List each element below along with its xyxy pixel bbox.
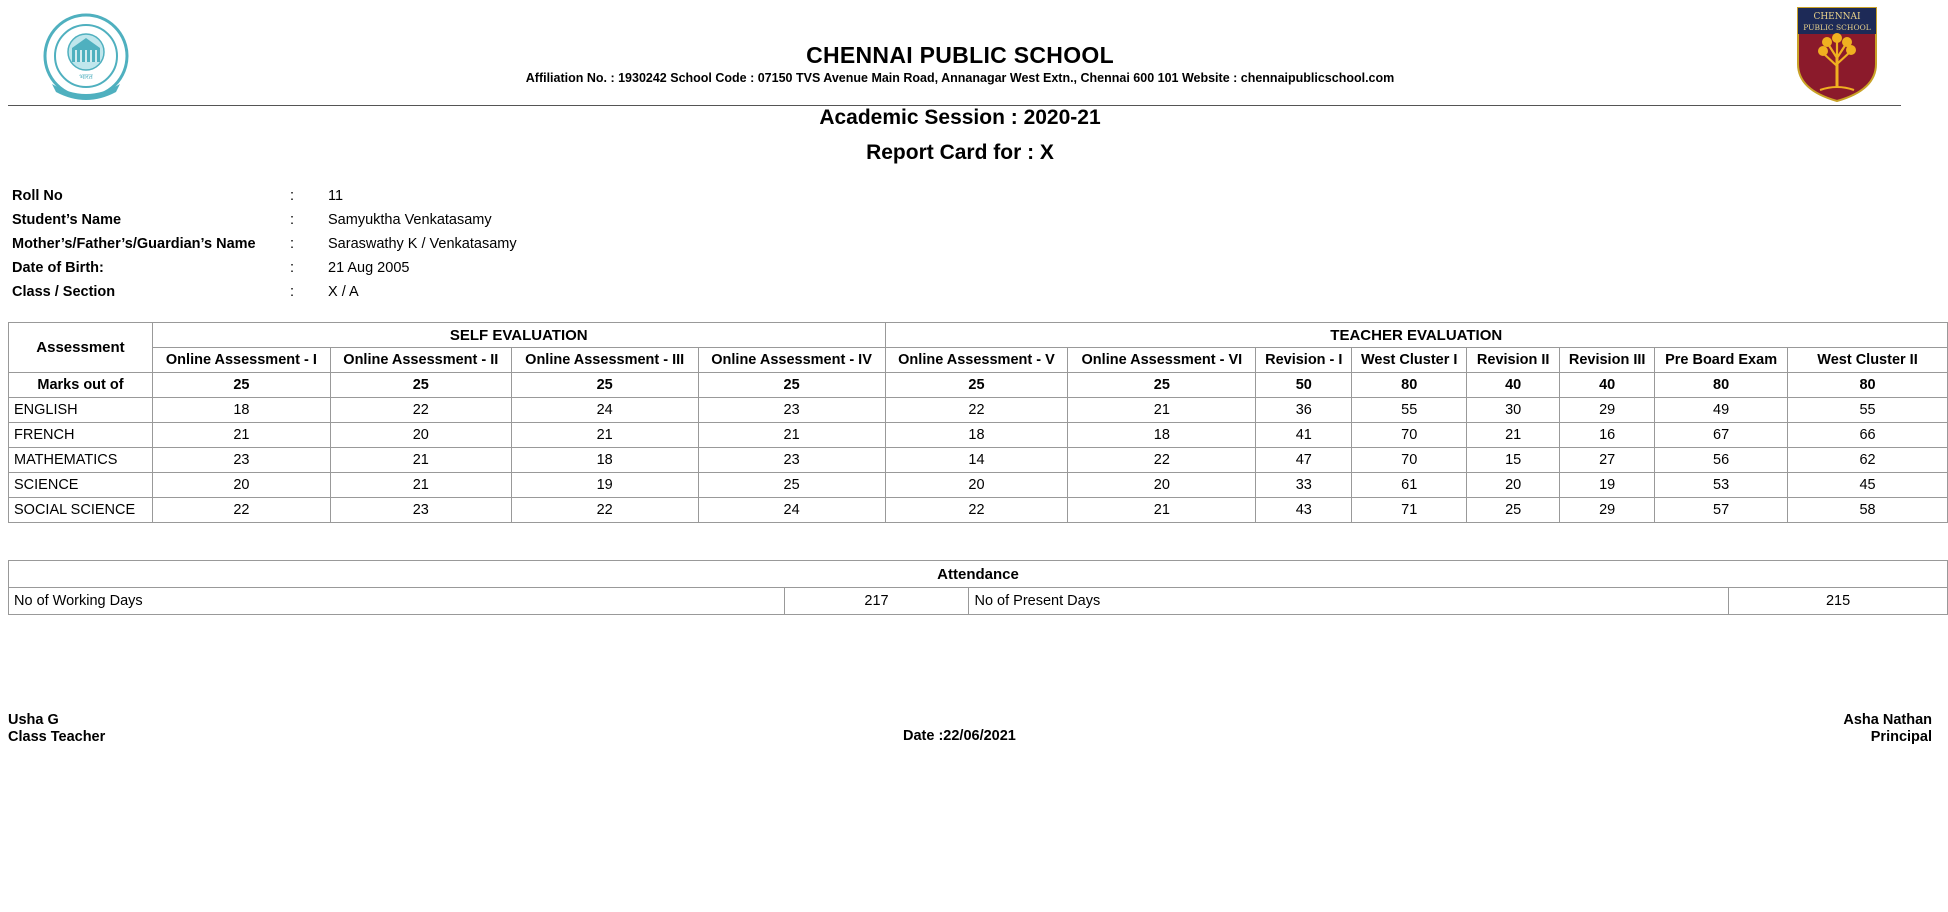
info-row-roll-no xyxy=(12,186,712,210)
subject-name: SOCIAL SCIENCE xyxy=(9,498,153,523)
report-card-title: Report Card for : X xyxy=(866,141,1054,164)
column-header: West Cluster I xyxy=(1352,348,1467,373)
mark-cell: 22 xyxy=(330,398,511,423)
info-colon: : xyxy=(290,236,295,252)
mark-cell: 58 xyxy=(1788,498,1948,523)
mark-cell: 23 xyxy=(330,498,511,523)
max-marks: 25 xyxy=(152,373,330,398)
mark-cell: 61 xyxy=(1352,473,1467,498)
info-row-guardian-name xyxy=(12,234,712,258)
column-header: Online Assessment - III xyxy=(511,348,698,373)
subject-name: ENGLISH xyxy=(9,398,153,423)
group-header-row xyxy=(9,323,1948,348)
column-header: Online Assessment - I xyxy=(152,348,330,373)
mark-cell: 16 xyxy=(1560,423,1655,448)
present-days-value: 215 xyxy=(1729,588,1948,615)
max-marks: 40 xyxy=(1560,373,1655,398)
info-label: Student’s Name xyxy=(12,212,122,228)
mark-cell: 20 xyxy=(1467,473,1560,498)
mark-cell: 56 xyxy=(1655,448,1788,473)
mark-cell: 18 xyxy=(885,423,1068,448)
max-marks: 25 xyxy=(511,373,698,398)
mark-cell: 19 xyxy=(1560,473,1655,498)
info-value: 21 Aug 2005 xyxy=(328,260,410,276)
subject-row-french xyxy=(9,423,1948,448)
max-marks: 50 xyxy=(1256,373,1352,398)
max-marks: 80 xyxy=(1352,373,1467,398)
info-row-class-section xyxy=(12,282,712,306)
mark-cell: 24 xyxy=(698,498,885,523)
self-evaluation-header: SELF EVALUATION xyxy=(152,323,885,348)
column-header: Online Assessment - VI xyxy=(1068,348,1256,373)
mark-cell: 55 xyxy=(1352,398,1467,423)
working-days-value: 217 xyxy=(784,588,969,615)
subject-row-social-science xyxy=(9,498,1948,523)
subject-name: FRENCH xyxy=(9,423,153,448)
svg-text:भारत: भारत xyxy=(79,73,93,81)
info-label: Date of Birth: xyxy=(12,260,104,276)
mark-cell: 20 xyxy=(330,423,511,448)
subject-name: SCIENCE xyxy=(9,473,153,498)
max-marks: 25 xyxy=(1068,373,1256,398)
mark-cell: 66 xyxy=(1788,423,1948,448)
mark-cell: 21 xyxy=(330,448,511,473)
info-colon: : xyxy=(290,260,295,276)
mark-cell: 22 xyxy=(885,398,1068,423)
mark-cell: 20 xyxy=(1068,473,1256,498)
mark-cell: 29 xyxy=(1560,398,1655,423)
column-header: Online Assessment - II xyxy=(330,348,511,373)
max-marks: 80 xyxy=(1788,373,1948,398)
class-teacher-signature xyxy=(8,712,105,746)
attendance-title: Attendance xyxy=(9,561,1948,588)
attendance-row xyxy=(9,588,1948,615)
mark-cell: 18 xyxy=(1068,423,1256,448)
mark-cell: 21 xyxy=(330,473,511,498)
mark-cell: 18 xyxy=(152,398,330,423)
info-colon: : xyxy=(290,188,295,204)
class-teacher-name: Usha G xyxy=(8,712,59,728)
academic-session: Academic Session : 2020-21 xyxy=(819,106,1101,129)
svg-text:PUBLIC SCHOOL: PUBLIC SCHOOL xyxy=(1803,23,1871,32)
max-marks: 25 xyxy=(698,373,885,398)
principal-title: Principal xyxy=(1870,729,1932,745)
mark-cell: 21 xyxy=(511,423,698,448)
mark-cell: 29 xyxy=(1560,498,1655,523)
attendance-table xyxy=(8,560,1948,615)
mark-cell: 41 xyxy=(1256,423,1352,448)
mark-cell: 24 xyxy=(511,398,698,423)
mark-cell: 18 xyxy=(511,448,698,473)
mark-cell: 70 xyxy=(1352,448,1467,473)
marks-out-of-label: Marks out of xyxy=(9,373,153,398)
mark-cell: 53 xyxy=(1655,473,1788,498)
mark-cell: 36 xyxy=(1256,398,1352,423)
marks-out-of-row xyxy=(9,373,1948,398)
class-teacher-title: Class Teacher xyxy=(8,729,106,745)
affiliation-line: Affiliation No. : 1930242 School Code : 07150 TVS Avenue Main Road, Annanagar West Extn., Chennai 600 101 Website : chennaipublicschool.com xyxy=(525,71,1395,85)
info-value: Saraswathy K / Venkatasamy xyxy=(328,236,517,252)
mark-cell: 67 xyxy=(1655,423,1788,448)
principal-name: Asha Nathan xyxy=(1843,712,1932,728)
present-days-label: No of Present Days xyxy=(969,588,1729,615)
mark-cell: 21 xyxy=(152,423,330,448)
column-header: Revision II xyxy=(1467,348,1560,373)
mark-cell: 25 xyxy=(1467,498,1560,523)
column-header: Revision - I xyxy=(1256,348,1352,373)
mark-cell: 14 xyxy=(885,448,1068,473)
subject-name: MATHEMATICS xyxy=(9,448,153,473)
report-header xyxy=(0,0,1901,106)
info-row-date-of-birth xyxy=(12,258,712,282)
student-info xyxy=(12,186,712,306)
info-label: Class / Section xyxy=(12,284,116,300)
info-value: 11 xyxy=(328,188,344,204)
column-header: West Cluster II xyxy=(1788,348,1948,373)
info-colon: : xyxy=(290,284,295,300)
mark-cell: 71 xyxy=(1352,498,1467,523)
mark-cell: 19 xyxy=(511,473,698,498)
mark-cell: 25 xyxy=(698,473,885,498)
column-header: Online Assessment - V xyxy=(885,348,1068,373)
issue-date: Date :22/06/2021 xyxy=(903,728,1016,744)
mark-cell: 62 xyxy=(1788,448,1948,473)
mark-cell: 33 xyxy=(1256,473,1352,498)
max-marks: 25 xyxy=(885,373,1068,398)
mark-cell: 57 xyxy=(1655,498,1788,523)
mark-cell: 21 xyxy=(698,423,885,448)
column-header: Online Assessment - IV xyxy=(698,348,885,373)
mark-cell: 47 xyxy=(1256,448,1352,473)
column-header: Revision III xyxy=(1560,348,1655,373)
mark-cell: 21 xyxy=(1068,498,1256,523)
mark-cell: 22 xyxy=(511,498,698,523)
info-row-student-name xyxy=(12,210,712,234)
max-marks: 80 xyxy=(1655,373,1788,398)
info-value: Samyuktha Venkatasamy xyxy=(328,212,492,228)
mark-cell: 27 xyxy=(1560,448,1655,473)
cps-logo xyxy=(1796,6,1878,103)
mark-cell: 23 xyxy=(152,448,330,473)
mark-cell: 15 xyxy=(1467,448,1560,473)
mark-cell: 21 xyxy=(1068,398,1256,423)
column-header-row xyxy=(9,348,1948,373)
subject-row-english xyxy=(9,398,1948,423)
principal-signature xyxy=(1822,712,1932,746)
mark-cell: 49 xyxy=(1655,398,1788,423)
info-colon: : xyxy=(290,212,295,228)
column-header: Pre Board Exam xyxy=(1655,348,1788,373)
mark-cell: 20 xyxy=(152,473,330,498)
mark-cell: 21 xyxy=(1467,423,1560,448)
mark-cell: 30 xyxy=(1467,398,1560,423)
mark-cell: 23 xyxy=(698,448,885,473)
info-label: Roll No xyxy=(12,188,63,204)
working-days-label: No of Working Days xyxy=(9,588,785,615)
subject-row-mathematics xyxy=(9,448,1948,473)
mark-cell: 43 xyxy=(1256,498,1352,523)
mark-cell: 22 xyxy=(1068,448,1256,473)
svg-text:CHENNAI: CHENNAI xyxy=(1813,12,1861,22)
max-marks: 25 xyxy=(330,373,511,398)
info-label: Mother’s/Father’s/Guardian’s Name xyxy=(12,236,256,252)
mark-cell: 45 xyxy=(1788,473,1948,498)
mark-cell: 22 xyxy=(885,498,1068,523)
teacher-evaluation-header: TEACHER EVALUATION xyxy=(885,323,1947,348)
mark-cell: 70 xyxy=(1352,423,1467,448)
assessment-header: Assessment xyxy=(9,323,153,373)
school-name: CHENNAI PUBLIC SCHOOL xyxy=(806,42,1114,68)
info-value: X / A xyxy=(328,284,359,300)
mark-cell: 22 xyxy=(152,498,330,523)
marks-table xyxy=(8,322,1948,523)
mark-cell: 20 xyxy=(885,473,1068,498)
mark-cell: 23 xyxy=(698,398,885,423)
max-marks: 40 xyxy=(1467,373,1560,398)
mark-cell: 55 xyxy=(1788,398,1948,423)
subject-row-science xyxy=(9,473,1948,498)
attendance-title-row xyxy=(9,561,1948,588)
